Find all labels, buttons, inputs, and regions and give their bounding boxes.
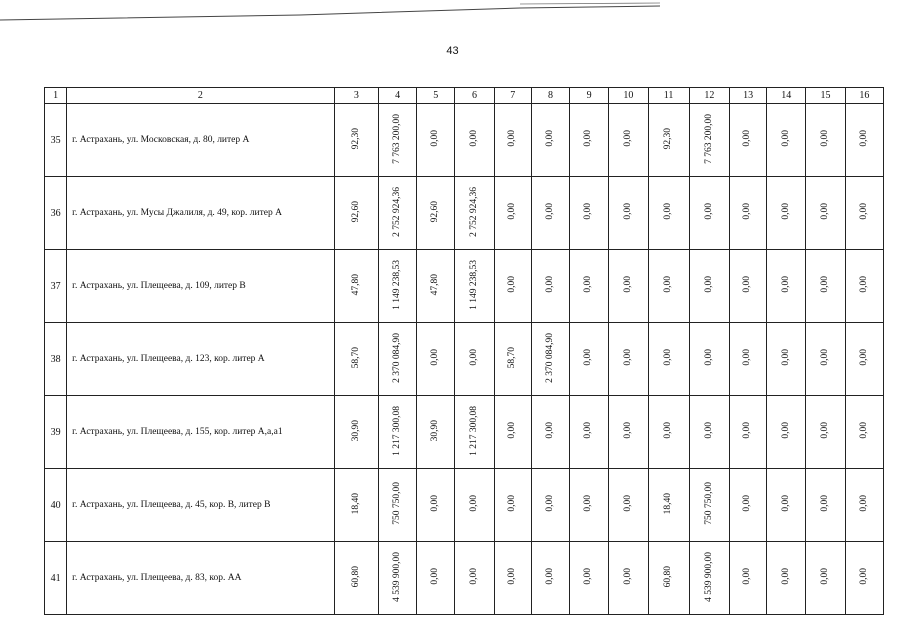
table-body — [45, 104, 884, 615]
value-cell — [648, 469, 689, 542]
column-header: 9 — [570, 88, 609, 104]
value-text: 0,00 — [819, 568, 830, 585]
value-cell — [417, 250, 455, 323]
column-header: 16 — [845, 88, 883, 104]
column-header: 8 — [531, 88, 569, 104]
value-text: 0,00 — [780, 422, 791, 439]
value-text: 0,00 — [742, 276, 753, 293]
value-cell — [689, 177, 729, 250]
value-cell — [767, 396, 806, 469]
value-text: 92,60 — [430, 200, 441, 223]
value-text: 0,00 — [506, 568, 517, 585]
value-text: 58,70 — [350, 346, 361, 369]
value-cell — [609, 250, 648, 323]
column-header: 6 — [455, 88, 494, 104]
value-cell — [845, 542, 883, 615]
value-text: 0,00 — [819, 130, 830, 147]
value-text: 1 149 238,53 — [468, 259, 479, 310]
value-cell — [334, 323, 378, 396]
value-text: 0,00 — [780, 130, 791, 147]
value-text: 0,00 — [544, 130, 555, 147]
value-text: 0,00 — [583, 495, 594, 512]
table-row — [45, 396, 884, 469]
value-cell — [531, 469, 569, 542]
value-text: 0,00 — [742, 568, 753, 585]
header-row — [45, 88, 884, 104]
value-text: 0,00 — [583, 276, 594, 293]
column-header: 14 — [767, 88, 806, 104]
value-cell — [609, 104, 648, 177]
value-cell — [609, 469, 648, 542]
value-cell — [648, 323, 689, 396]
value-cell — [648, 396, 689, 469]
value-text: 0,00 — [703, 276, 714, 293]
value-text: 47,80 — [430, 273, 441, 296]
value-cell — [455, 177, 494, 250]
value-text: 0,00 — [583, 568, 594, 585]
row-number: 35 — [45, 104, 67, 177]
row-number: 39 — [45, 396, 67, 469]
value-cell — [767, 323, 806, 396]
value-text: 0,00 — [819, 203, 830, 220]
value-text: 30,90 — [430, 419, 441, 442]
value-cell — [729, 177, 766, 250]
value-cell — [767, 542, 806, 615]
row-number: 38 — [45, 323, 67, 396]
value-text: 92,60 — [350, 200, 361, 223]
value-cell — [455, 104, 494, 177]
value-cell — [806, 250, 845, 323]
value-cell — [689, 323, 729, 396]
value-cell — [570, 469, 609, 542]
value-cell — [455, 396, 494, 469]
value-cell — [570, 323, 609, 396]
value-text: 0,00 — [622, 422, 633, 439]
value-cell — [806, 542, 845, 615]
value-text: 4 539 900,00 — [391, 551, 402, 602]
value-text: 0,00 — [430, 130, 441, 147]
value-text: 0,00 — [468, 568, 479, 585]
value-cell — [417, 104, 455, 177]
value-text: 2 370 084,90 — [544, 332, 555, 383]
value-cell — [378, 323, 416, 396]
value-cell — [845, 323, 883, 396]
value-cell — [417, 396, 455, 469]
address-cell: г. Астрахань, ул. Плещеева, д. 109, литер В — [67, 250, 335, 323]
value-cell — [648, 542, 689, 615]
value-cell — [455, 323, 494, 396]
value-cell — [455, 469, 494, 542]
value-text: 750 750,00 — [391, 482, 402, 525]
value-text: 0,00 — [544, 495, 555, 512]
value-cell — [806, 323, 845, 396]
column-header: 1 — [45, 88, 67, 104]
value-text: 0,00 — [662, 203, 673, 220]
value-cell — [689, 469, 729, 542]
data-table — [44, 87, 884, 615]
value-cell — [648, 250, 689, 323]
value-text: 0,00 — [583, 349, 594, 366]
value-text: 0,00 — [780, 349, 791, 366]
value-text: 0,00 — [780, 495, 791, 512]
value-text: 0,00 — [506, 495, 517, 512]
value-cell — [531, 396, 569, 469]
value-cell — [334, 177, 378, 250]
value-cell — [531, 323, 569, 396]
column-header: 5 — [417, 88, 455, 104]
value-text: 0,00 — [468, 130, 479, 147]
value-cell — [609, 323, 648, 396]
value-cell — [378, 396, 416, 469]
value-text: 0,00 — [544, 422, 555, 439]
value-text: 0,00 — [468, 349, 479, 366]
value-cell — [689, 104, 729, 177]
value-cell — [494, 542, 531, 615]
value-cell — [648, 104, 689, 177]
value-cell — [689, 250, 729, 323]
value-cell — [334, 104, 378, 177]
column-header: 7 — [494, 88, 531, 104]
value-text: 92,30 — [662, 127, 673, 150]
scan-top-rule — [0, 0, 905, 22]
column-header: 2 — [67, 88, 335, 104]
value-text: 0,00 — [622, 276, 633, 293]
table-row — [45, 177, 884, 250]
value-text: 0,00 — [430, 568, 441, 585]
address-cell: г. Астрахань, ул. Плещеева, д. 123, кор. литер А — [67, 323, 335, 396]
value-text: 0,00 — [780, 276, 791, 293]
column-header: 10 — [609, 88, 648, 104]
value-cell — [729, 396, 766, 469]
row-number: 36 — [45, 177, 67, 250]
value-text: 60,80 — [662, 565, 673, 588]
value-text: 0,00 — [858, 495, 869, 512]
value-cell — [648, 177, 689, 250]
value-text: 18,40 — [662, 492, 673, 515]
column-header: 12 — [689, 88, 729, 104]
value-cell — [334, 542, 378, 615]
value-cell — [378, 177, 416, 250]
value-text: 0,00 — [662, 276, 673, 293]
value-text: 0,00 — [780, 568, 791, 585]
table-row — [45, 250, 884, 323]
column-header: 3 — [334, 88, 378, 104]
value-text: 0,00 — [622, 568, 633, 585]
value-text: 2 752 924,36 — [468, 186, 479, 237]
value-text: 1 149 238,53 — [391, 259, 402, 310]
value-cell — [378, 104, 416, 177]
value-text: 0,00 — [858, 422, 869, 439]
value-cell — [378, 250, 416, 323]
value-text: 0,00 — [858, 568, 869, 585]
value-text: 0,00 — [819, 422, 830, 439]
column-header: 15 — [806, 88, 845, 104]
value-cell — [494, 396, 531, 469]
address-cell: г. Астрахань, ул. Плещеева, д. 83, кор. АА — [67, 542, 335, 615]
value-text: 1 217 300,08 — [468, 405, 479, 456]
value-cell — [494, 323, 531, 396]
value-cell — [767, 104, 806, 177]
value-cell — [609, 396, 648, 469]
value-cell — [531, 177, 569, 250]
value-text: 0,00 — [544, 568, 555, 585]
value-text: 2 752 924,36 — [391, 186, 402, 237]
value-text: 0,00 — [622, 203, 633, 220]
value-text: 0,00 — [544, 203, 555, 220]
address-cell: г. Астрахань, ул. Мусы Джалиля, д. 49, кор. литер А — [67, 177, 335, 250]
value-text: 0,00 — [742, 495, 753, 512]
row-number: 40 — [45, 469, 67, 542]
address-cell: г. Астрахань, ул. Московская, д. 80, литер А — [67, 104, 335, 177]
value-text: 0,00 — [703, 349, 714, 366]
value-cell — [570, 396, 609, 469]
value-cell — [378, 469, 416, 542]
value-cell — [845, 104, 883, 177]
value-text: 0,00 — [430, 495, 441, 512]
value-text: 0,00 — [622, 349, 633, 366]
value-cell — [334, 250, 378, 323]
value-cell — [417, 323, 455, 396]
value-text: 0,00 — [703, 203, 714, 220]
table-row — [45, 469, 884, 542]
value-text: 47,80 — [350, 273, 361, 296]
table-row — [45, 542, 884, 615]
value-cell — [494, 177, 531, 250]
value-text: 92,30 — [350, 127, 361, 150]
value-text: 0,00 — [858, 130, 869, 147]
value-text: 0,00 — [583, 130, 594, 147]
value-text: 0,00 — [622, 495, 633, 512]
value-text: 0,00 — [506, 422, 517, 439]
value-text: 0,00 — [583, 203, 594, 220]
value-text: 0,00 — [703, 422, 714, 439]
value-text: 0,00 — [742, 422, 753, 439]
value-text: 0,00 — [819, 276, 830, 293]
value-cell — [531, 250, 569, 323]
value-cell — [417, 177, 455, 250]
value-text: 0,00 — [506, 276, 517, 293]
value-cell — [494, 250, 531, 323]
value-text: 0,00 — [468, 495, 479, 512]
value-cell — [845, 396, 883, 469]
value-cell — [767, 469, 806, 542]
value-text: 7 763 200,00 — [391, 113, 402, 164]
value-text: 7 763 200,00 — [703, 113, 714, 164]
value-text: 0,00 — [583, 422, 594, 439]
value-cell — [334, 396, 378, 469]
value-text: 0,00 — [742, 349, 753, 366]
value-cell — [570, 177, 609, 250]
value-cell — [689, 396, 729, 469]
value-cell — [417, 542, 455, 615]
value-cell — [689, 542, 729, 615]
value-cell — [845, 177, 883, 250]
table-row — [45, 323, 884, 396]
value-cell — [609, 542, 648, 615]
address-cell: г. Астрахань, ул. Плещеева, д. 45, кор. В, литер В — [67, 469, 335, 542]
value-cell — [729, 469, 766, 542]
value-text: 1 217 300,08 — [391, 405, 402, 456]
value-cell — [806, 469, 845, 542]
value-cell — [806, 104, 845, 177]
value-cell — [729, 542, 766, 615]
table-row — [45, 104, 884, 177]
value-cell — [494, 104, 531, 177]
value-cell — [729, 104, 766, 177]
value-cell — [570, 250, 609, 323]
value-text: 0,00 — [819, 495, 830, 512]
value-cell — [845, 469, 883, 542]
value-cell — [806, 396, 845, 469]
value-text: 0,00 — [430, 349, 441, 366]
value-text: 0,00 — [819, 349, 830, 366]
value-cell — [378, 542, 416, 615]
value-text: 58,70 — [506, 346, 517, 369]
column-header: 4 — [378, 88, 416, 104]
value-text: 2 370 084,90 — [391, 332, 402, 383]
value-text: 4 539 900,00 — [703, 551, 714, 602]
value-cell — [455, 542, 494, 615]
value-cell — [334, 469, 378, 542]
value-cell — [609, 177, 648, 250]
value-cell — [531, 104, 569, 177]
value-text: 0,00 — [544, 276, 555, 293]
value-text: 0,00 — [622, 130, 633, 147]
value-text: 0,00 — [506, 203, 517, 220]
value-cell — [531, 542, 569, 615]
value-text: 30,90 — [350, 419, 361, 442]
column-header: 11 — [648, 88, 689, 104]
value-text: 0,00 — [742, 130, 753, 147]
row-number: 41 — [45, 542, 67, 615]
value-cell — [845, 250, 883, 323]
value-text: 0,00 — [780, 203, 791, 220]
value-cell — [417, 469, 455, 542]
value-text: 0,00 — [858, 203, 869, 220]
page-number: 43 — [446, 45, 459, 57]
value-cell — [494, 469, 531, 542]
value-text: 0,00 — [662, 422, 673, 439]
column-header: 13 — [729, 88, 766, 104]
row-number: 37 — [45, 250, 67, 323]
value-text: 0,00 — [662, 349, 673, 366]
value-text: 0,00 — [506, 130, 517, 147]
value-cell — [570, 542, 609, 615]
value-cell — [767, 177, 806, 250]
value-cell — [767, 250, 806, 323]
value-text: 750 750,00 — [703, 482, 714, 525]
value-text: 0,00 — [858, 349, 869, 366]
value-text: 60,80 — [350, 565, 361, 588]
value-cell — [806, 177, 845, 250]
value-cell — [570, 104, 609, 177]
value-text: 18,40 — [350, 492, 361, 515]
value-text: 0,00 — [858, 276, 869, 293]
address-cell: г. Астрахань, ул. Плещеева, д. 155, кор. литер А,а,а1 — [67, 396, 335, 469]
value-cell — [729, 250, 766, 323]
value-text: 0,00 — [742, 203, 753, 220]
value-cell — [729, 323, 766, 396]
value-cell — [455, 250, 494, 323]
